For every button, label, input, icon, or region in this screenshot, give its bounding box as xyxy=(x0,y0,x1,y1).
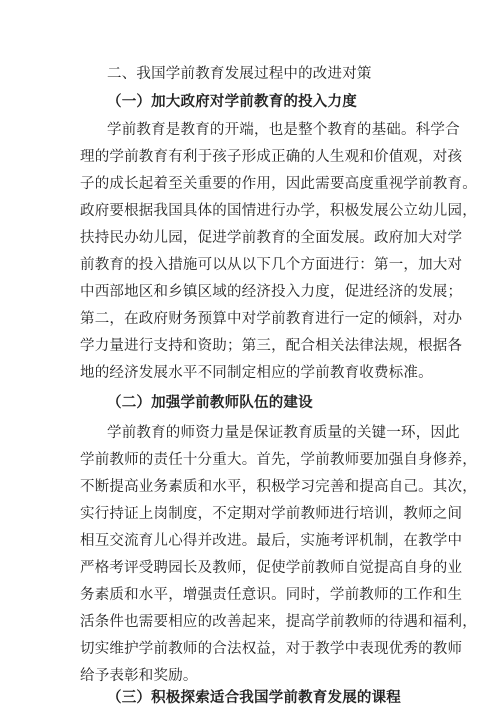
paragraph-line: 中西部地区和乡镇区域的经济投入力度，促进经济的发展； xyxy=(80,284,463,300)
paragraph-line: 学前教育是教育的开端，也是整个教育的基础。科学合 xyxy=(107,122,460,138)
paragraph-line: 第二，在政府财务预算中对学前教育进行一定的倾斜，对办 xyxy=(80,311,463,327)
subsection-title-1: （一）加大政府对学前教育的投入力度 xyxy=(107,93,357,110)
section-heading: 二、我国学前教育发展过程中的改进对策 xyxy=(107,66,372,82)
paragraph-line: 切实维护学前教师的合法权益，对于教学中表现优秀的教师 xyxy=(80,641,463,657)
paragraph-line: 务素质和水平，增强责任意识。同时，学前教师的工作和生 xyxy=(80,587,463,603)
paragraph-line: 给予表彰和奖励。 xyxy=(80,668,198,684)
paragraph-line: 学力量进行支持和资助；第三，配合相关法律法规，根据各 xyxy=(80,338,463,354)
paragraph-line: 子的成长起着至关重要的作用，因此需要高度重视学前教育。 xyxy=(80,176,477,192)
subsection-title-3: （三）积极探索适合我国学前教育发展的课程 xyxy=(107,689,401,706)
paragraph-line: 理的学前教育有利于孩子形成正确的人生观和价值观，对孩 xyxy=(80,149,463,165)
paragraph-line: 实行持证上岗制度，不定期对学前教师进行培训，教师之间 xyxy=(80,506,463,522)
paragraph-line: 政府要根据我国具体的国情进行办学，积极发展公立幼儿园， xyxy=(80,203,477,219)
paragraph-line: 严格考评受聘园长及教师，促使学前教师自觉提高自身的业 xyxy=(80,560,463,576)
paragraph-line: 相互交流育儿心得并改进。最后，实施考评机制，在教学中 xyxy=(80,533,463,549)
paragraph-line: 学前教育的师资力量是保证教育质量的关键一环，因此 xyxy=(107,425,460,441)
paragraph-line: 活条件也需要相应的改善起来，提高学前教师的待遇和福利， xyxy=(80,614,477,630)
subsection-title-2: （二）加强学前教师队伍的建设 xyxy=(107,394,313,411)
paragraph-line: 地的经济发展水平不同制定相应的学前教育收费标准。 xyxy=(80,365,433,381)
paragraph-line: 不断提高业务素质和水平，积极学习完善和提高自己。其次， xyxy=(80,479,477,495)
paragraph-line: 前教育的投入措施可以从以下几个方面进行：第一，加大对 xyxy=(80,257,463,273)
paragraph-line: 学前教师的责任十分重大。首先，学前教师要加强自身修养， xyxy=(80,452,477,468)
paragraph-line: 扶持民办幼儿园，促进学前教育的全面发展。政府加大对学 xyxy=(80,230,463,246)
